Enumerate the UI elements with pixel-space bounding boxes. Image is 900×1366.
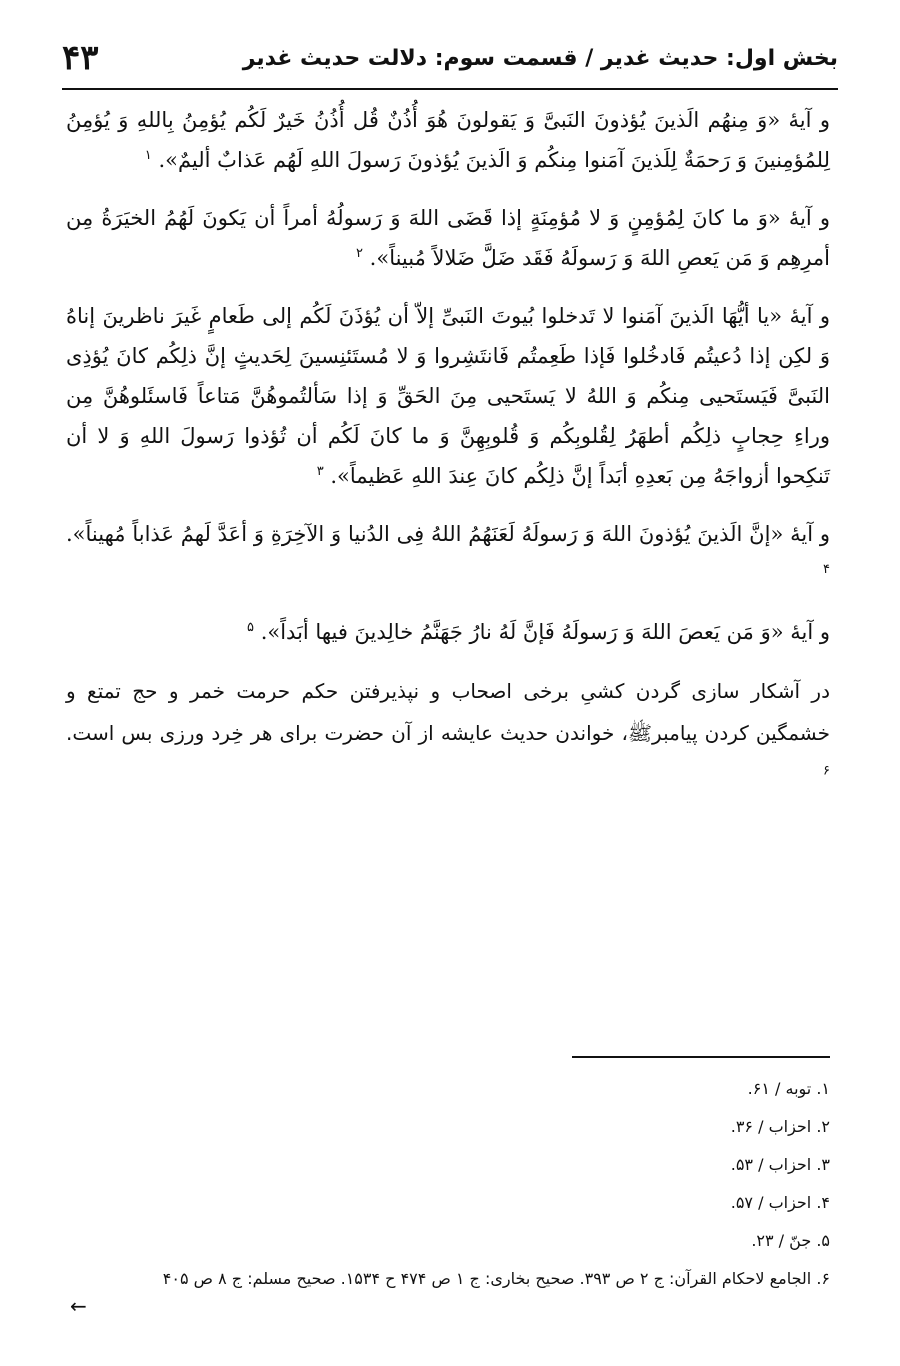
- page-header: [62, 28, 838, 90]
- verse-paragraph: [66, 296, 830, 496]
- verse-paragraph: [66, 100, 830, 180]
- footnote-marker: ۱: [144, 148, 152, 163]
- footnote-marker: ۵: [247, 620, 254, 635]
- paragraph-text: و آیهٔ «إنَّ الَذینَ یُؤذونَ اللهَ وَ رَسولَهُ لَعَنَهُمُ اللهُ فِی الدُنیا وَ الآخِرَةِ وَ أعَدَّ لَهمُ عَذاباً مُهیناً».: [66, 522, 830, 546]
- footnote-marker: ۳: [316, 464, 324, 479]
- footnote-item: ۱. توبه / ۶۱.: [747, 1079, 830, 1098]
- footnotes: [66, 1070, 830, 1298]
- paragraph-text: و آیهٔ «وَ ما کانَ لِمُؤمِنٍ وَ لا مُؤمِنَةٍ إذا قَضَی اللهَ وَ رَسولُهُ أمراً أن یَکونَ لَهُمُ الخیَرَةُ مِن أمرِهِم وَ مَن یَعصِ اللهَ وَ رَسولَهُ فَقَد ضَلَّ ضَلالاً مُبیناً».: [66, 206, 830, 270]
- footnote-item: ۲. احزاب / ۳۶.: [730, 1117, 830, 1136]
- footnote-item: ۴. احزاب / ۵۷.: [730, 1193, 830, 1212]
- paragraph-text: و آیهٔ «وَ مَن یَعصَ اللهَ وَ رَسولَهُ فَإنَّ لَهُ نارُ جَهَنَّمُ خالِدینَ فیها أبَداً».: [260, 620, 830, 644]
- footnote-item: ۵. جنّ / ۲۳.: [751, 1231, 830, 1250]
- paragraph-text: و آیهٔ «یا أیُّهَا الَذینَ آمَنوا لا تَدخلوا بُیوتَ النَبیِّ إلاّ أن یُؤذَنَ لَکُم إلی طَعامٍ غَیرَ ناظرینَ إناهُ وَ لکِن إذا دُعیتُم فَادخُلوا فَإذا طَعِمتُم فَانتَشِروا وَ لا مُستَئنِسینَ لِحَدیثٍ إنَّ ذلِکُم کانَ یُؤذِی النَبیَّ فَیَستَحیی مِنکُم وَ اللهُ لا یَستَحیی مِنَ الحَقِّ وَ إذا سَألتُموهُنَّ مَتاعاً فَاسئَلوهُنَّ مِن وراءِ حِجابٍ ذلِکُم أطهَرُ لِقُلوبِکُم وَ قُلوبِهِنَّ وَ ما کانَ لَکُم أن تُؤذوا رَسولَ اللهِ وَ لا أن تَنکِحوا أزواجَهُ مِن بَعدِهِ أبَداً إنَّ ذلِکُم کانَ عِندَ اللهِ عَظیماً».: [66, 304, 830, 488]
- running-title: بخش اول: حدیث غدیر / قسمت سوم: دلالت حدیث غدیر: [242, 45, 838, 71]
- page-number: ۴۳: [62, 38, 99, 78]
- verse-paragraph: [66, 514, 830, 594]
- footnote-marker: ۲: [356, 246, 363, 261]
- main-text: [66, 100, 830, 814]
- paragraph-text: و آیهٔ «وَ مِنهُم الَذینَ یُؤذونَ النَبیَّ وَ یَقولونَ هُوَ أُذُنٌ قُل أُذُنُ خَیرٌ لَکُم یُؤمِنُ بِاللهِ وَ یُؤمِنُ لِلمُؤمِنینَ وَ رَحمَةٌ لِلَذینَ آمَنوا مِنکُم وَ الَذینَ یُؤذونَ رَسولَ اللهِ لَهُم عَذابٌ ألیمٌ».: [66, 108, 830, 172]
- paragraph-text: در آشکار سازی گردن کشیِ برخی اصحاب و نپذیرفتن حکم حرمت خمر و حج تمتع و خشمگین کردن پیامبرﷺ، خواندن حدیث عایشه از آن حضرت برای هر خِرد ورزی بس است.: [66, 679, 830, 745]
- continuation-arrow-icon: ←: [70, 1294, 87, 1318]
- verse-paragraph: [66, 612, 830, 652]
- footnote-divider: [572, 1056, 830, 1058]
- footnote-item: ۳. احزاب / ۵۳.: [730, 1155, 830, 1174]
- verse-paragraph: [66, 198, 830, 278]
- footnote-marker: ۶: [823, 763, 830, 779]
- footnote-marker: ۴: [823, 562, 830, 577]
- commentary-paragraph: [66, 670, 830, 796]
- footnote-item: ۶. الجامع لاحکام القرآن: ج ۲ ص ۳۹۳. صحیح بخاری: ج ۱ ص ۴۷۴ ح ۱۵۳۴. صحیح مسلم: ج ۸ ص ۴۰۵: [162, 1269, 830, 1288]
